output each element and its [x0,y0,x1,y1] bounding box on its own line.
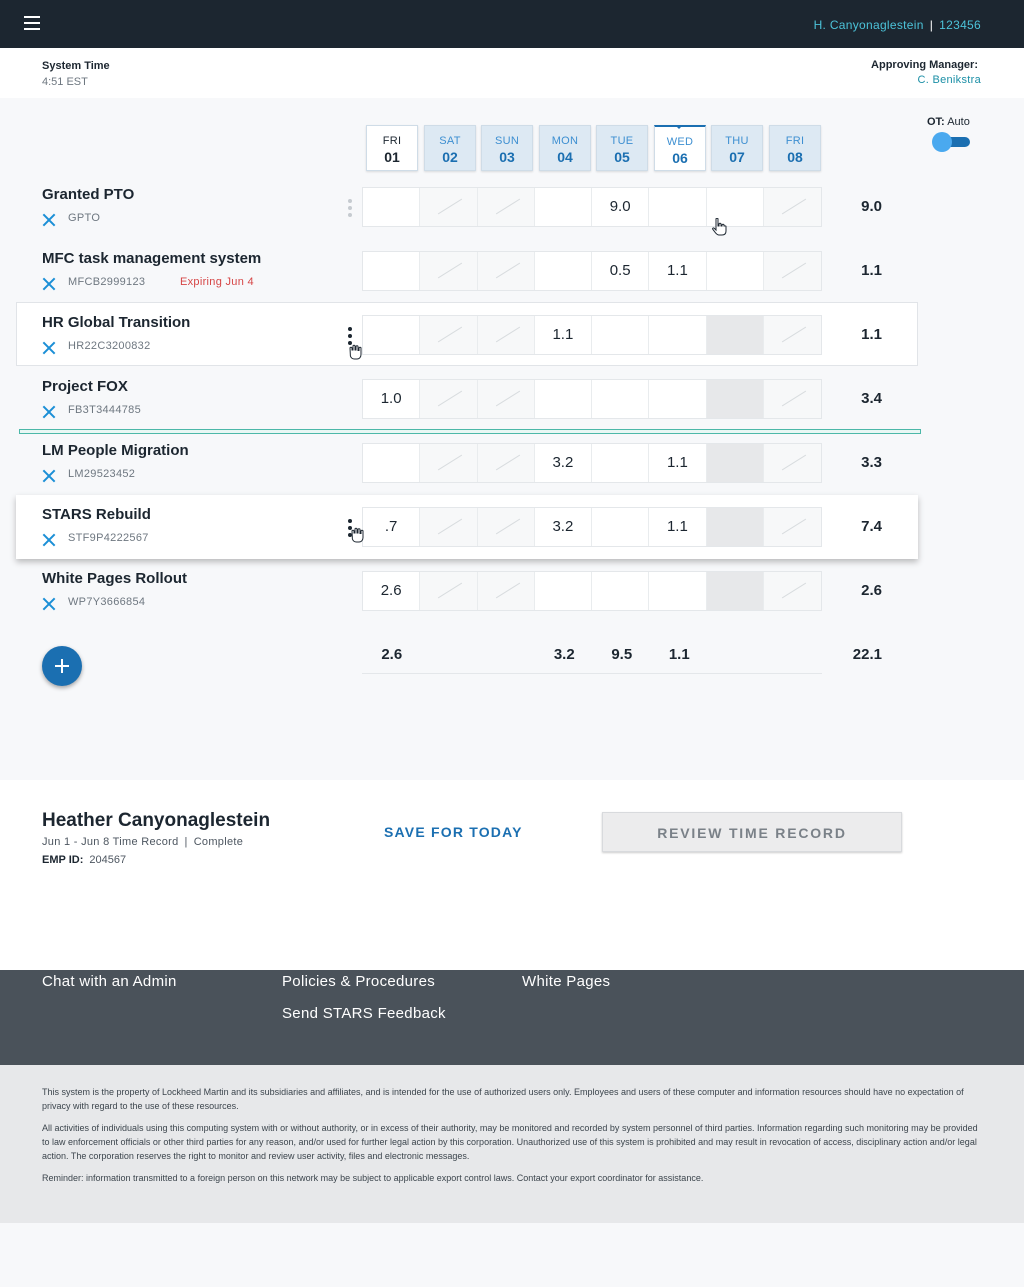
chat-with-admin-link[interactable]: Chat with an Admin [42,973,177,990]
top-bar [0,0,1024,48]
employee-id-value: 204567 [89,854,127,866]
day-tab-name: SUN [494,135,520,147]
send-feedback-link[interactable]: Send STARS Feedback [282,1005,446,1022]
approving-manager-name[interactable]: C. Benikstra [917,74,981,86]
system-time-value: 4:51 EST [42,76,88,88]
hours-grid [362,187,822,227]
white-pages-link[interactable]: White Pages [522,973,611,990]
user-name[interactable]: H. Canyonaglestein [813,18,924,32]
hours-cell-wed-06[interactable] [649,380,706,418]
task-code: MFCB2999123 [68,276,146,288]
day-tab-date: 01 [384,149,400,165]
day-tab-date: 02 [442,149,458,165]
task-name: MFC task management system [42,250,262,267]
ot-label-key: OT: [927,116,945,128]
hours-cell-thu-07 [707,380,764,418]
hours-cell-tue-05[interactable] [592,572,649,610]
ot-label [927,116,970,128]
task-expiring-warning: Expiring Jun 4 [180,276,254,288]
remove-task-icon[interactable] [42,405,56,419]
hours-cell-sun-03 [478,508,535,546]
day-tab-fri-08[interactable] [769,125,821,171]
day-tab-thu-07[interactable] [711,125,763,171]
user-id: 123456 [939,18,981,32]
task-name: STARS Rebuild [42,506,151,523]
user-info[interactable] [814,18,981,32]
day-total-tue-05: 9.5 [611,646,633,663]
record-info [42,836,243,848]
hours-grid [362,507,822,547]
task-code: HR22C3200832 [68,340,151,352]
hours-cell-thu-07 [707,508,764,546]
hours-cell-fri-08 [764,252,821,290]
remove-task-icon[interactable] [42,597,56,611]
task-name: HR Global Transition [42,314,191,331]
ot-toggle[interactable] [932,132,970,152]
hours-cell-tue-05[interactable] [592,316,649,354]
hours-cell-mon-04[interactable] [535,572,592,610]
hours-cell-fri-08 [764,444,821,482]
hours-cell-fri-01[interactable]: 1.0 [363,380,420,418]
task-name: Granted PTO [42,186,135,203]
task-name: White Pages Rollout [42,570,188,587]
employee-id-label: EMP ID: [42,854,84,866]
menu-icon[interactable] [24,16,40,30]
policies-procedures-link[interactable]: Policies & Procedures [282,973,436,990]
hours-grid [362,251,822,291]
hours-cell-wed-06[interactable] [649,188,706,226]
hours-cell-fri-08 [764,380,821,418]
task-code: GPTO [68,212,101,224]
timesheet-summary [0,780,1024,970]
hours-cell-fri-01[interactable] [363,444,420,482]
day-total-mon-04: 3.2 [553,646,575,663]
hours-cell-fri-08 [764,572,821,610]
day-tab-date: 08 [787,149,803,165]
hours-grid [362,315,822,355]
ot-toggle-knob[interactable] [932,132,952,152]
day-tab-date: 05 [614,149,630,165]
drop-indicator [19,429,921,434]
hours-cell-thu-07 [707,444,764,482]
task-total: 7.4 [861,518,882,535]
hours-cell-mon-04[interactable] [535,188,592,226]
hours-cell-sat-02 [420,188,477,226]
hours-cell-sun-03 [478,188,535,226]
ot-label-value: Auto [947,116,970,128]
hours-cell-sat-02 [420,508,477,546]
legal-notice [0,1065,1024,1223]
day-tab-name: FRI [382,135,402,147]
review-time-record-button[interactable]: REVIEW TIME RECORD [602,812,902,852]
hours-cell-wed-06[interactable]: 1.1 [649,252,706,290]
hours-cell-fri-08 [764,188,821,226]
legal-paragraph: All activities of individuals using this computing system with or without authority, or in excess of their authority, may be monitored and recorded by system personnel of third parties. Information regarding such monitoring may be provided to law enforcement officials or other third parties for any reason, and/or used for further legal action by this corporation. Unauthorized use of this system is prohibited and may result in revocation of access, disciplinary action and/or legal action. The corporation reserves the right to monitor and review user activity, files and electronic messages. [42,1123,978,1161]
hours-cell-wed-06[interactable] [649,572,706,610]
hand-pointer-icon [711,218,727,236]
hours-cell-fri-08 [764,316,821,354]
add-task-button[interactable] [42,646,82,686]
hours-cell-sat-02 [420,380,477,418]
record-separator: | [184,836,188,848]
footer-links [0,970,1024,1065]
day-tab-wed-06[interactable] [654,125,706,171]
hours-cell-mon-04[interactable] [535,252,592,290]
employee-name: Heather Canyonaglestein [42,810,271,831]
remove-task-icon[interactable] [42,469,56,483]
hours-cell-tue-05[interactable]: 0.5 [592,252,649,290]
legal-paragraph: This system is the property of Lockheed Martin and its subsidiaries and affiliates, and is intended for the use of authorized users only. Employees and users of these computer and information resources should have no expectation of privacy with regard to the use of these resources. [42,1087,964,1111]
day-tab-name: FRI [785,135,805,147]
hours-cell-sun-03 [478,252,535,290]
day-tab-date: 06 [672,150,688,166]
hours-grid [362,379,822,419]
task-total: 9.0 [861,198,882,215]
task-total: 3.3 [861,454,882,471]
hours-grid [362,443,822,483]
hours-cell-sat-02 [420,444,477,482]
day-tab-fri-01[interactable] [366,125,418,171]
today-indicator-icon [675,125,683,129]
task-name: LM People Migration [42,442,189,459]
hours-cell-tue-05[interactable] [592,444,649,482]
hours-cell-sat-02 [420,316,477,354]
hours-cell-sun-03 [478,380,535,418]
hours-grid [362,571,822,611]
user-separator: | [929,18,934,32]
day-tab-name: MON [551,135,579,147]
hours-cell-sat-02 [420,252,477,290]
task-total: 1.1 [861,262,882,279]
hours-cell-fri-01[interactable]: .7 [363,508,420,546]
remove-task-icon[interactable] [42,277,56,291]
record-status: Complete [193,836,244,848]
task-code: WP7Y3666854 [68,596,146,608]
hours-cell-tue-05[interactable]: 9.0 [592,188,649,226]
remove-task-icon[interactable] [42,341,56,355]
day-tab-date: 04 [557,149,573,165]
hours-cell-tue-05[interactable] [592,508,649,546]
day-total-wed-06: 1.1 [668,646,690,663]
task-code: FB3T3444785 [68,404,142,416]
day-tab-tue-05[interactable] [596,125,648,171]
remove-task-icon[interactable] [42,213,56,227]
day-tab-mon-04[interactable] [539,125,591,171]
hours-cell-sun-03 [478,316,535,354]
task-total: 2.6 [861,582,882,599]
hours-cell-sat-02 [420,572,477,610]
hours-cell-thu-07[interactable] [707,252,764,290]
page-bottom [0,1223,1024,1287]
day-total-fri-01: 2.6 [381,646,403,663]
hours-cell-thu-07 [707,572,764,610]
hours-cell-fri-01[interactable] [363,252,420,290]
hours-cell-fri-01[interactable]: 2.6 [363,572,420,610]
info-bar [0,48,1024,98]
day-tab-date: 03 [499,149,515,165]
more-options-icon[interactable] [346,199,354,217]
grand-total: 22.1 [852,646,882,663]
legal-paragraph: Reminder: information transmitted to a foreign person on this network may be subject to applicable export control laws. Contact your export coordinator for assistance. [42,1173,704,1183]
task-total: 3.4 [861,390,882,407]
grab-hand-icon [347,342,363,360]
day-tab-sun-03[interactable] [481,125,533,171]
day-tab-name: TUE [610,135,634,147]
day-tab-name: THU [725,135,749,147]
hours-cell-mon-04[interactable]: 3.2 [535,508,592,546]
approving-manager-label: Approving Manager: [871,59,978,71]
hours-cell-mon-04[interactable]: 1.1 [535,316,592,354]
hours-cell-fri-01[interactable] [363,316,420,354]
save-for-today-button[interactable]: SAVE FOR TODAY [384,824,523,840]
hours-cell-fri-01[interactable] [363,188,420,226]
hours-cell-mon-04[interactable]: 3.2 [535,444,592,482]
task-code: STF9P4222567 [68,532,149,544]
hours-cell-mon-04[interactable] [535,380,592,418]
hours-cell-tue-05[interactable] [592,380,649,418]
system-time-label: System Time [42,60,110,72]
hours-cell-wed-06[interactable]: 1.1 [649,508,706,546]
day-tab-name: SAT [439,135,461,147]
task-name: Project FOX [42,378,128,395]
hours-cell-wed-06[interactable] [649,316,706,354]
remove-task-icon[interactable] [42,533,56,547]
grab-hand-icon [349,525,365,543]
hours-cell-sun-03 [478,444,535,482]
hours-cell-thu-07 [707,316,764,354]
day-tab-sat-02[interactable] [424,125,476,171]
task-total: 1.1 [861,326,882,343]
employee-id [42,854,126,866]
hours-cell-fri-08 [764,508,821,546]
task-code: LM29523452 [68,468,136,480]
record-range: Jun 1 - Jun 8 Time Record [42,836,179,848]
day-tab-date: 07 [729,149,745,165]
totals-divider [362,673,822,674]
hours-cell-sun-03 [478,572,535,610]
hours-cell-wed-06[interactable]: 1.1 [649,444,706,482]
day-tab-name: WED [666,136,694,148]
